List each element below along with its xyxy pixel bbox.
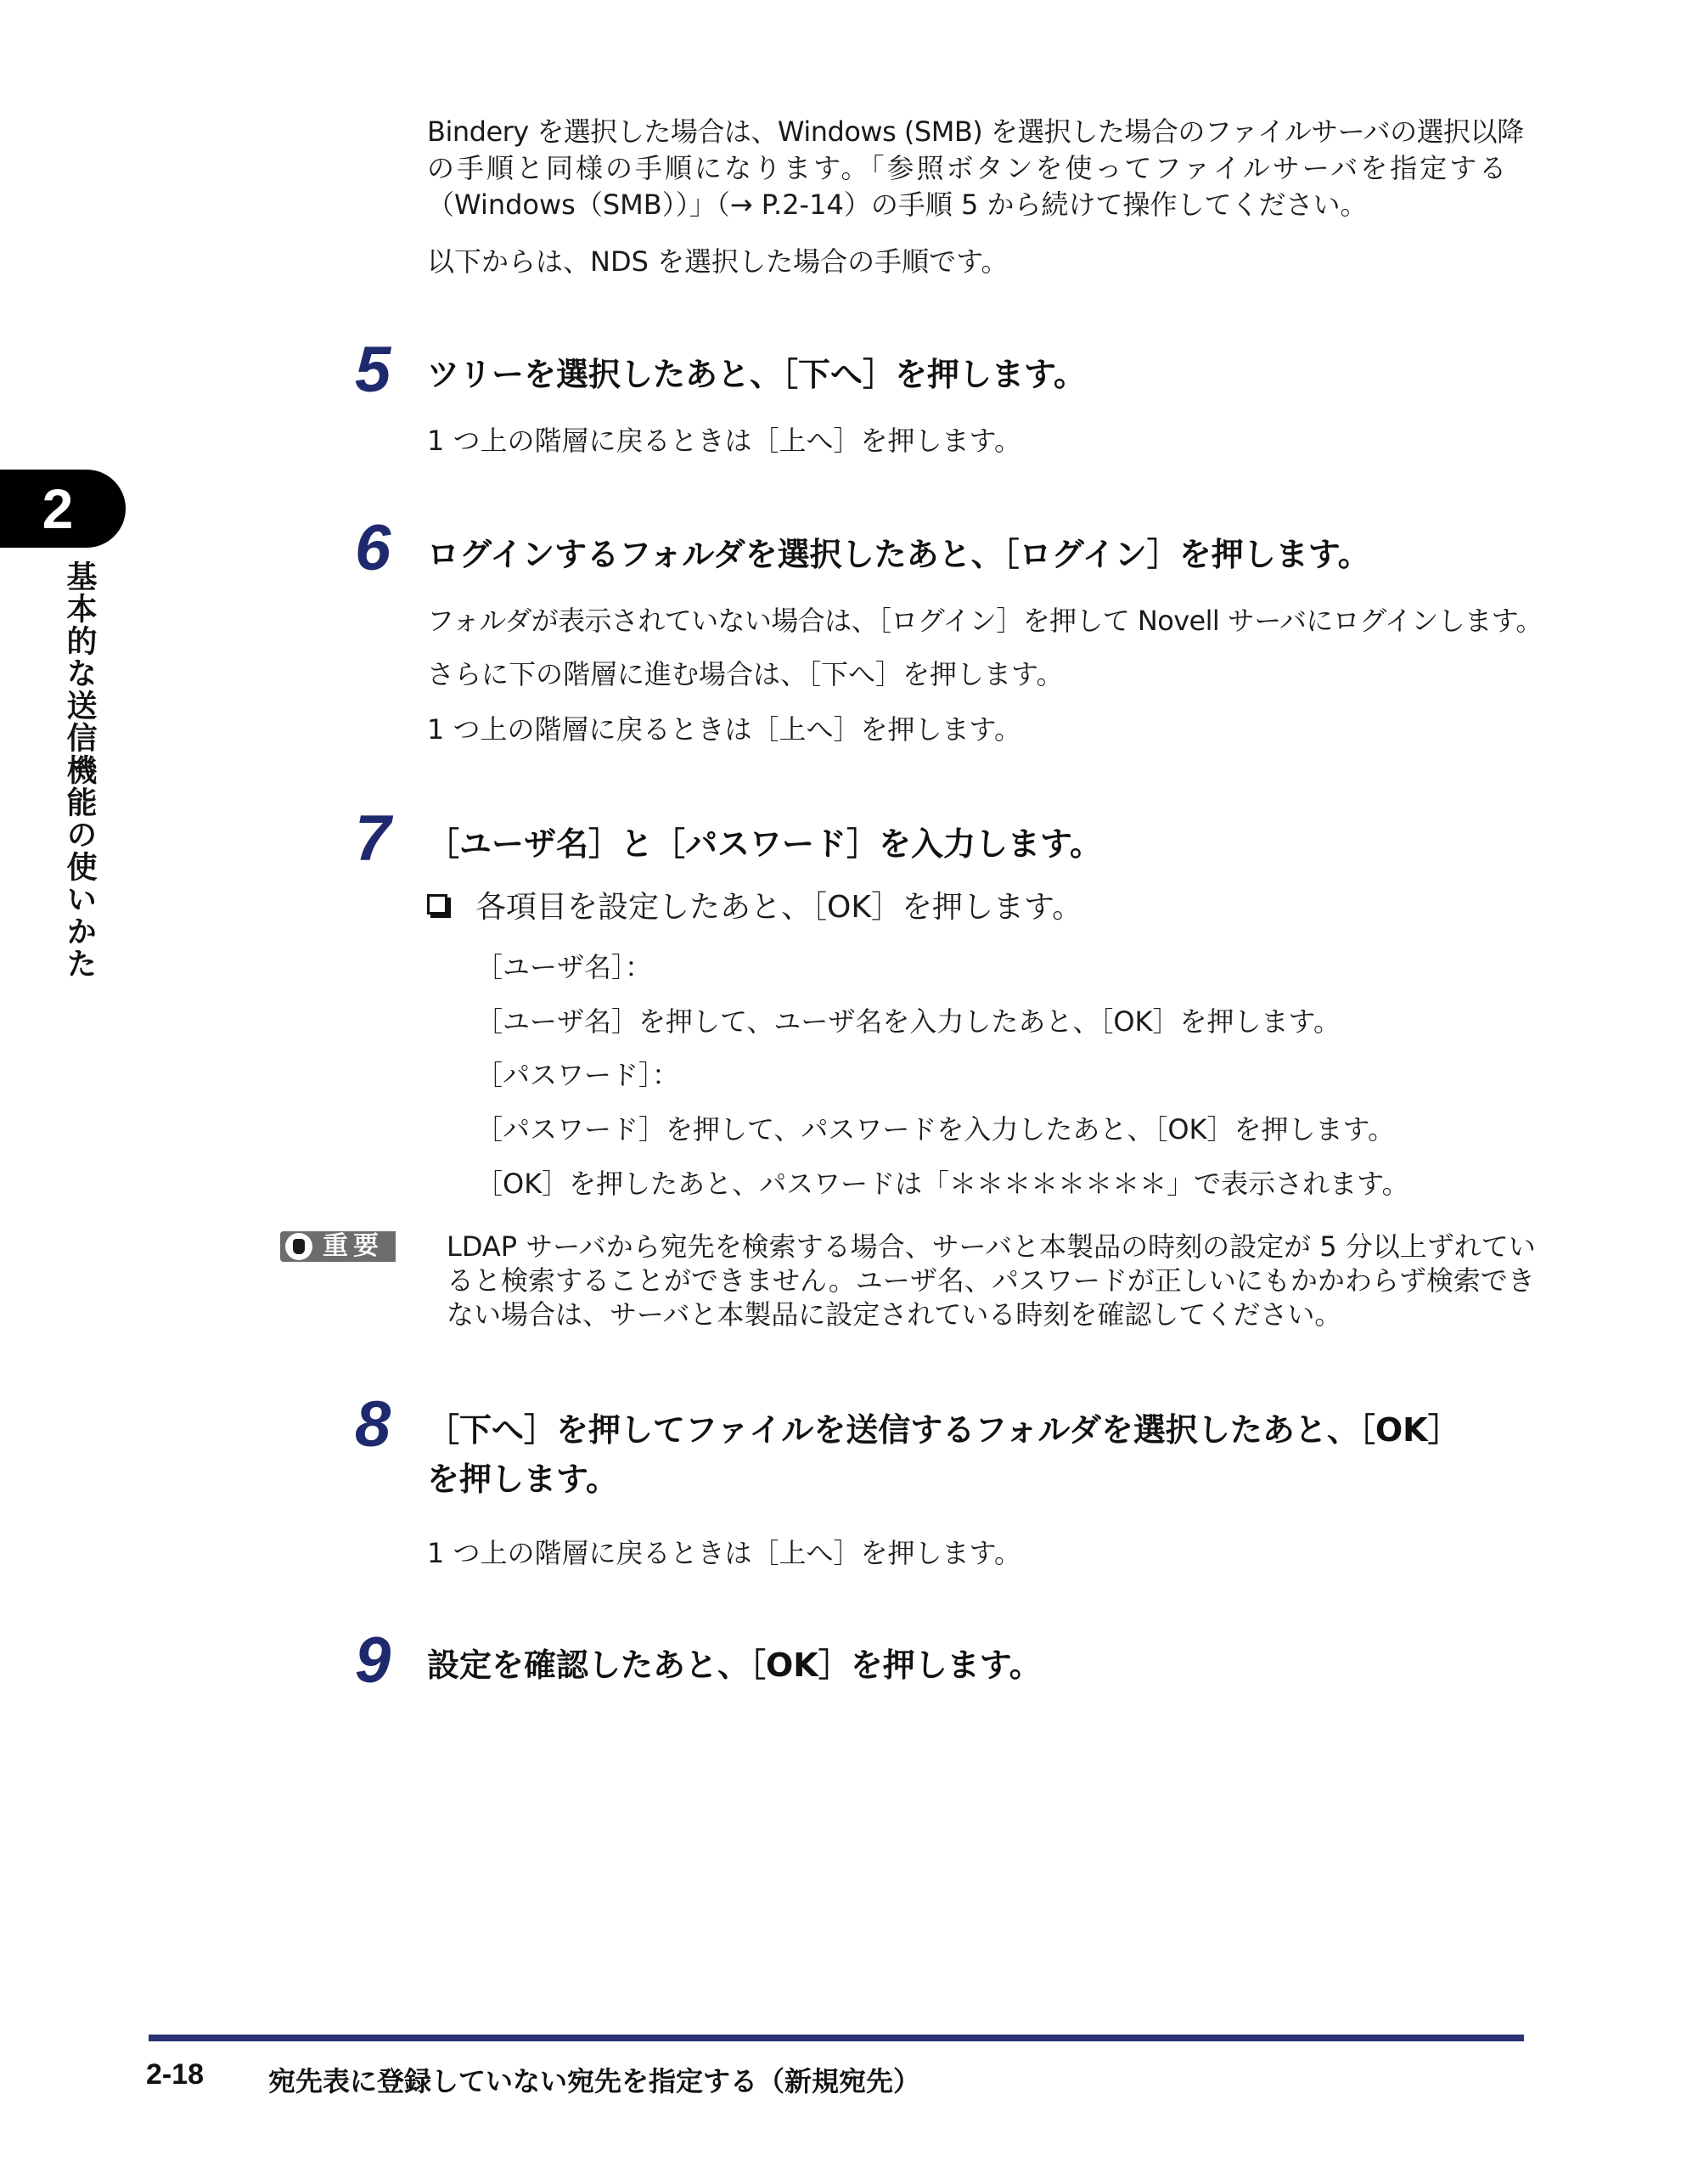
step-body: ［ユーザ名］を押して、ユーザ名を入力したあと、［OK］を押します。 bbox=[475, 1005, 1341, 1038]
step-number: 7 bbox=[355, 802, 391, 875]
step-body: フォルダが表示されていない場合は、［ログイン］を押して Novell サーバにログインします。 bbox=[427, 605, 1543, 637]
step-title: ツリーを選択したあと、［下へ］を押します。 bbox=[427, 356, 1086, 393]
intro-line: （Windows（SMB））」（→ P.2-14）の手順 5 から続けて操作してください。 bbox=[427, 189, 1368, 222]
step-body: さらに下の階層に進む場合は、［下へ］を押します。 bbox=[427, 658, 1064, 690]
footer-rule bbox=[149, 2035, 1524, 2041]
step-body: ［ユーザ名］： bbox=[475, 951, 653, 983]
important-line: LDAP サーバから宛先を検索する場合、サーバと本製品の時刻の設定が 5 分以上ずれてい bbox=[447, 1230, 1536, 1263]
important-label: 重要 bbox=[323, 1231, 384, 1261]
intro-line: Bindery を選択した場合は、Windows (SMB) を選択した場合のファイルサーバの選択以降 bbox=[427, 115, 1524, 148]
step-title: ［ユーザ名］と［パスワード］を入力します。 bbox=[427, 825, 1102, 863]
footer-title: 宛先表に登録していない宛先を指定する（新規宛先） bbox=[268, 2065, 921, 2097]
step-body: ［パスワード］： bbox=[475, 1059, 680, 1091]
important-line: ると検索することができません。ユーザ名、パスワードが正しいにもかかわらず検索でき bbox=[447, 1264, 1535, 1297]
step-number: 5 bbox=[355, 334, 391, 406]
page-number: 2-18 bbox=[146, 2058, 205, 2091]
hand-icon bbox=[285, 1233, 312, 1260]
step-body: 1 つ上の階層に戻るときは［上へ］を押します。 bbox=[427, 713, 1021, 746]
intro-paragraph bbox=[427, 114, 1524, 224]
step-title: 設定を確認したあと、［OK］を押します。 bbox=[427, 1646, 1042, 1684]
step-title: ログインするフォルダを選択したあと、［ログイン］を押します。 bbox=[427, 536, 1370, 573]
step-body: ［パスワード］を押して、パスワードを入力したあと、［OK］を押します。 bbox=[475, 1113, 1395, 1145]
chapter-tab bbox=[0, 470, 126, 548]
step-body: 1 つ上の階層に戻るときは［上へ］を押します。 bbox=[427, 1537, 1021, 1569]
chapter-title: 基本的な送信機能の使いかた bbox=[62, 560, 97, 980]
step-number: 8 bbox=[355, 1388, 391, 1461]
chapter-number: 2 bbox=[42, 477, 74, 540]
important-text bbox=[447, 1230, 1536, 1331]
substep-label: 各項目を設定したあと、［OK］を押します。 bbox=[475, 890, 1083, 925]
checkbox-icon bbox=[427, 894, 447, 915]
intro-note: 以下からは、NDS を選択した場合の手順です。 bbox=[427, 245, 1009, 278]
step-title: ［下へ］を押してファイルを送信するフォルダを選択したあと、［OK］ bbox=[427, 1411, 1460, 1449]
step-body: 1 つ上の階層に戻るときは［上へ］を押します。 bbox=[427, 425, 1021, 457]
step-number: 9 bbox=[355, 1624, 391, 1697]
step-body: ［OK］を押したあと、パスワードは「＊＊＊＊＊＊＊＊」で表示されます。 bbox=[475, 1168, 1409, 1200]
step-title: を押します。 bbox=[427, 1461, 618, 1498]
important-badge bbox=[280, 1231, 396, 1262]
important-line: ない場合は、サーバと本製品に設定されている時刻を確認してください。 bbox=[447, 1298, 1342, 1331]
step-number: 6 bbox=[355, 512, 391, 584]
intro-line: の手順と同様の手順になります。「参照ボタンを使ってファイルサーバを指定する bbox=[427, 152, 1510, 185]
